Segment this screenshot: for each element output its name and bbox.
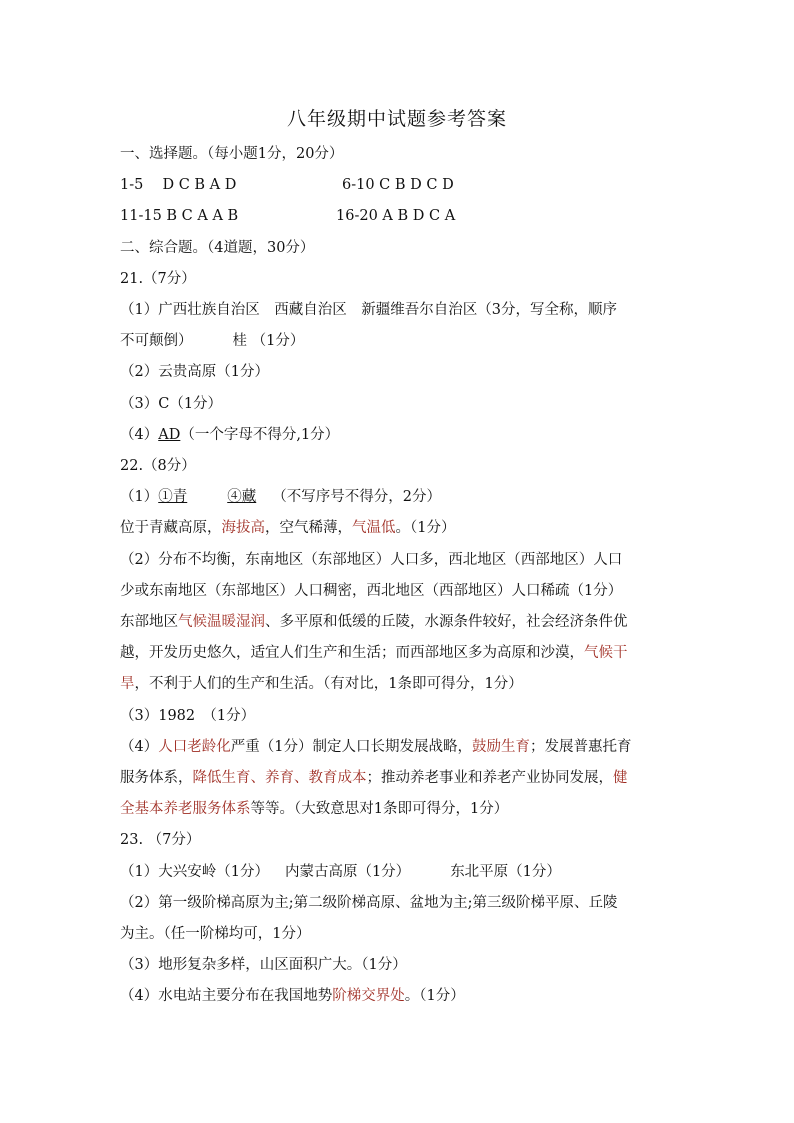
q22-heading: 22.（8分） xyxy=(120,458,196,474)
q23-part2-line1: （2）第一级阶梯高原为主;第二级阶梯高原、盆地为主;第三级阶梯平原、丘陵 xyxy=(120,895,618,911)
text-seg: ；推动养老事业和养老产业协同发展， xyxy=(366,770,613,786)
keyword-highlight: 气候干 xyxy=(584,645,628,661)
q22-answer-qing: ①青 xyxy=(158,489,188,505)
q22-line7 xyxy=(120,674,680,694)
q21-part4-answer: AD xyxy=(158,427,181,443)
q23-part2-line2: 为主。（任一阶梯均可，1分） xyxy=(120,926,311,942)
q21-part4-label: （4） xyxy=(120,427,159,443)
keyword-highlight: 健 xyxy=(613,770,628,786)
text-seg: ，不利于人们的生产和生活。（有对比，1条即可得分，1分） xyxy=(134,676,523,692)
q21-part4 xyxy=(120,425,680,445)
q23-answer-plain: 东北平原（1分） xyxy=(450,864,561,880)
q23-heading: 23. （7分） xyxy=(120,832,201,848)
q22-line2 xyxy=(120,518,680,538)
section1-heading: 一、选择题。（每小题1分，20分） xyxy=(120,146,344,162)
text-seg: ；发展普惠托育 xyxy=(529,739,632,755)
q21-part3: （3）C（1分） xyxy=(120,396,223,412)
keyword-highlight: 降低生育、养育、教育成本 xyxy=(192,770,367,786)
answers-16-20: 16-20 A B D C A xyxy=(336,208,456,224)
answers-11-15: 11-15 B C A A B xyxy=(120,208,239,224)
text-seg: 越，开发历史悠久，适宜人们生产和生活；而西部地区多为高原和沙漠， xyxy=(120,645,584,661)
text-seg: 、多平原和低缓的丘陵，水源条件较好，社会经济条件优 xyxy=(265,614,628,630)
q21-part1-note: 不可颠倒） xyxy=(120,333,193,349)
keyword-highlight: 鼓励生育 xyxy=(471,739,530,755)
q23-answer-plateau: 内蒙古高原（1分） xyxy=(284,864,411,880)
answer-row-1 xyxy=(120,175,680,195)
answers-6-10: 6-10 C B D C D xyxy=(342,177,454,193)
keyword-highlight: 气温低 xyxy=(352,520,396,536)
keyword-highlight: 全基本养老服务体系 xyxy=(120,801,251,817)
keyword-highlight: 旱 xyxy=(120,676,135,692)
q22-line4: 少或东南地区（东部地区）人口稠密，西北地区（西部地区）人口稀疏（1分） xyxy=(120,583,623,599)
q22-line5 xyxy=(120,612,680,632)
q21-part2: （2）云贵高原（1分） xyxy=(120,364,269,380)
text-seg: 。（1分） xyxy=(395,520,456,536)
text-seg: ，空气稀薄， xyxy=(265,520,352,536)
q22-part1-note: （不写序号不得分，2分） xyxy=(272,489,441,505)
text-seg: 严重（1分）制定人口长期发展战略， xyxy=(230,739,472,755)
q21-part1-line1: （1）广西壮族自治区 西藏自治区 新疆维吾尔自治区（3分，写全称，顺序 xyxy=(120,302,617,318)
page-title: 八年级期中试题参考答案 xyxy=(286,108,507,130)
keyword-highlight: 海拔高 xyxy=(221,520,265,536)
keyword-highlight: 阶梯交界处 xyxy=(332,988,405,1004)
q23-part4 xyxy=(120,986,680,1006)
q22-line9 xyxy=(120,737,680,757)
q23-answer-range: （1）大兴安岭（1分） xyxy=(120,864,269,880)
q21-part1-abbrev: 桂 （1分） xyxy=(232,333,305,349)
q21-heading: 21.（7分） xyxy=(120,271,196,287)
q22-part3: （3）1982 （1分） xyxy=(120,708,256,724)
text-seg: （4） xyxy=(120,739,159,755)
text-seg: 服务体系， xyxy=(120,770,193,786)
text-seg: 。（1分） xyxy=(404,988,465,1004)
q22-line10 xyxy=(120,768,680,788)
text-seg: 位于青藏高原， xyxy=(120,520,222,536)
keyword-highlight: 气候温暖湿润 xyxy=(178,614,265,630)
q21-part1-line2 xyxy=(120,331,680,351)
q22-part1-label: （1） xyxy=(120,489,159,505)
q23-part1 xyxy=(120,862,680,882)
q22-answer-zang: ④藏 xyxy=(227,489,257,505)
answers-1-5: 1-5 D C B A D xyxy=(120,177,237,193)
q21-part4-note: （一个字母不得分,1分） xyxy=(180,427,340,443)
section2-heading: 二、综合题。（4道题，30分） xyxy=(120,240,315,256)
q23-part3: （3）地形复杂多样，山区面积广大。（1分） xyxy=(120,957,407,973)
answer-row-2 xyxy=(120,206,680,226)
text-seg: 东部地区 xyxy=(120,614,178,630)
text-seg: 等等。（大致意思对1条即可得分，1分） xyxy=(250,801,509,817)
q22-line3: （2）分布不均衡，东南地区（东部地区）人口多，西北地区（西部地区）人口 xyxy=(120,552,623,568)
q22-part1 xyxy=(120,487,680,507)
keyword-highlight: 人口老龄化 xyxy=(158,739,231,755)
text-seg: （4）水电站主要分布在我国地势 xyxy=(120,988,333,1004)
q22-line11 xyxy=(120,799,680,819)
q22-line6 xyxy=(120,643,680,663)
